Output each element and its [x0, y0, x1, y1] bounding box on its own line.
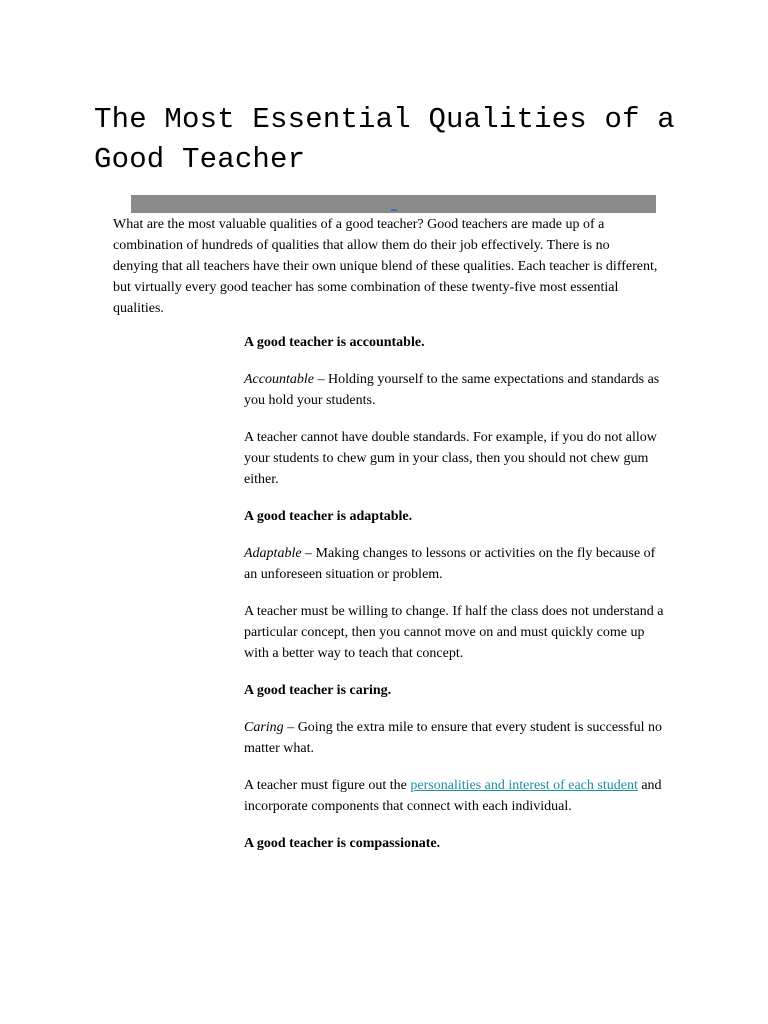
heading-compassionate: A good teacher is compassionate. [244, 836, 441, 851]
heading-accountable: A good teacher is accountable. [244, 335, 425, 350]
definition-adaptable [244, 543, 664, 585]
term-adaptable: Adaptable [244, 546, 302, 561]
definition-text-accountable: – Holding yourself to the same expectations and standards as you hold your students. [244, 372, 660, 408]
bar-marker [391, 209, 397, 211]
definition-text-adaptable: – Making changes to lessons or activities on the fly because of an unforeseen situation or problem. [244, 546, 656, 582]
explanation-caring-start: A teacher must figure out the [244, 778, 411, 793]
heading-adaptable: A good teacher is adaptable. [244, 509, 413, 524]
qualities-body [244, 332, 664, 870]
explanation-accountable: A teacher cannot have double standards. For example, if you do not allow your students to chew gum in your class, then you should not chew gum either. [244, 430, 657, 487]
gray-banner-bar [131, 195, 656, 213]
explanation-caring [244, 775, 664, 817]
term-accountable: Accountable [244, 372, 314, 387]
heading-caring: A good teacher is caring. [244, 683, 392, 698]
definition-caring [244, 717, 664, 759]
document-title: The Most Essential Qualities of a Good Teacher [94, 103, 675, 176]
personalities-link[interactable]: personalities and interest of each student [410, 778, 638, 793]
term-caring: Caring [244, 720, 284, 735]
definition-accountable [244, 369, 664, 411]
definition-text-caring: – Going the extra mile to ensure that every student is successful no matter what. [244, 720, 662, 756]
explanation-caring-end: and incorporate components that connect with each individual. [244, 778, 662, 814]
explanation-adaptable: A teacher must be willing to change. If half the class does not understand a particular concept, then you cannot move on and must quickly come up with a better way to teach that concept. [244, 604, 664, 661]
intro-paragraph: What are the most valuable qualities of a good teacher? Good teachers are made up of a combination of hundreds of qualities that allow them do their job effectively. There is no denying that all teachers have their own unique blend of these qualities. Each teacher is different, but virtually every good teacher has some combination of these twenty-five most essential qualities. [113, 217, 658, 316]
